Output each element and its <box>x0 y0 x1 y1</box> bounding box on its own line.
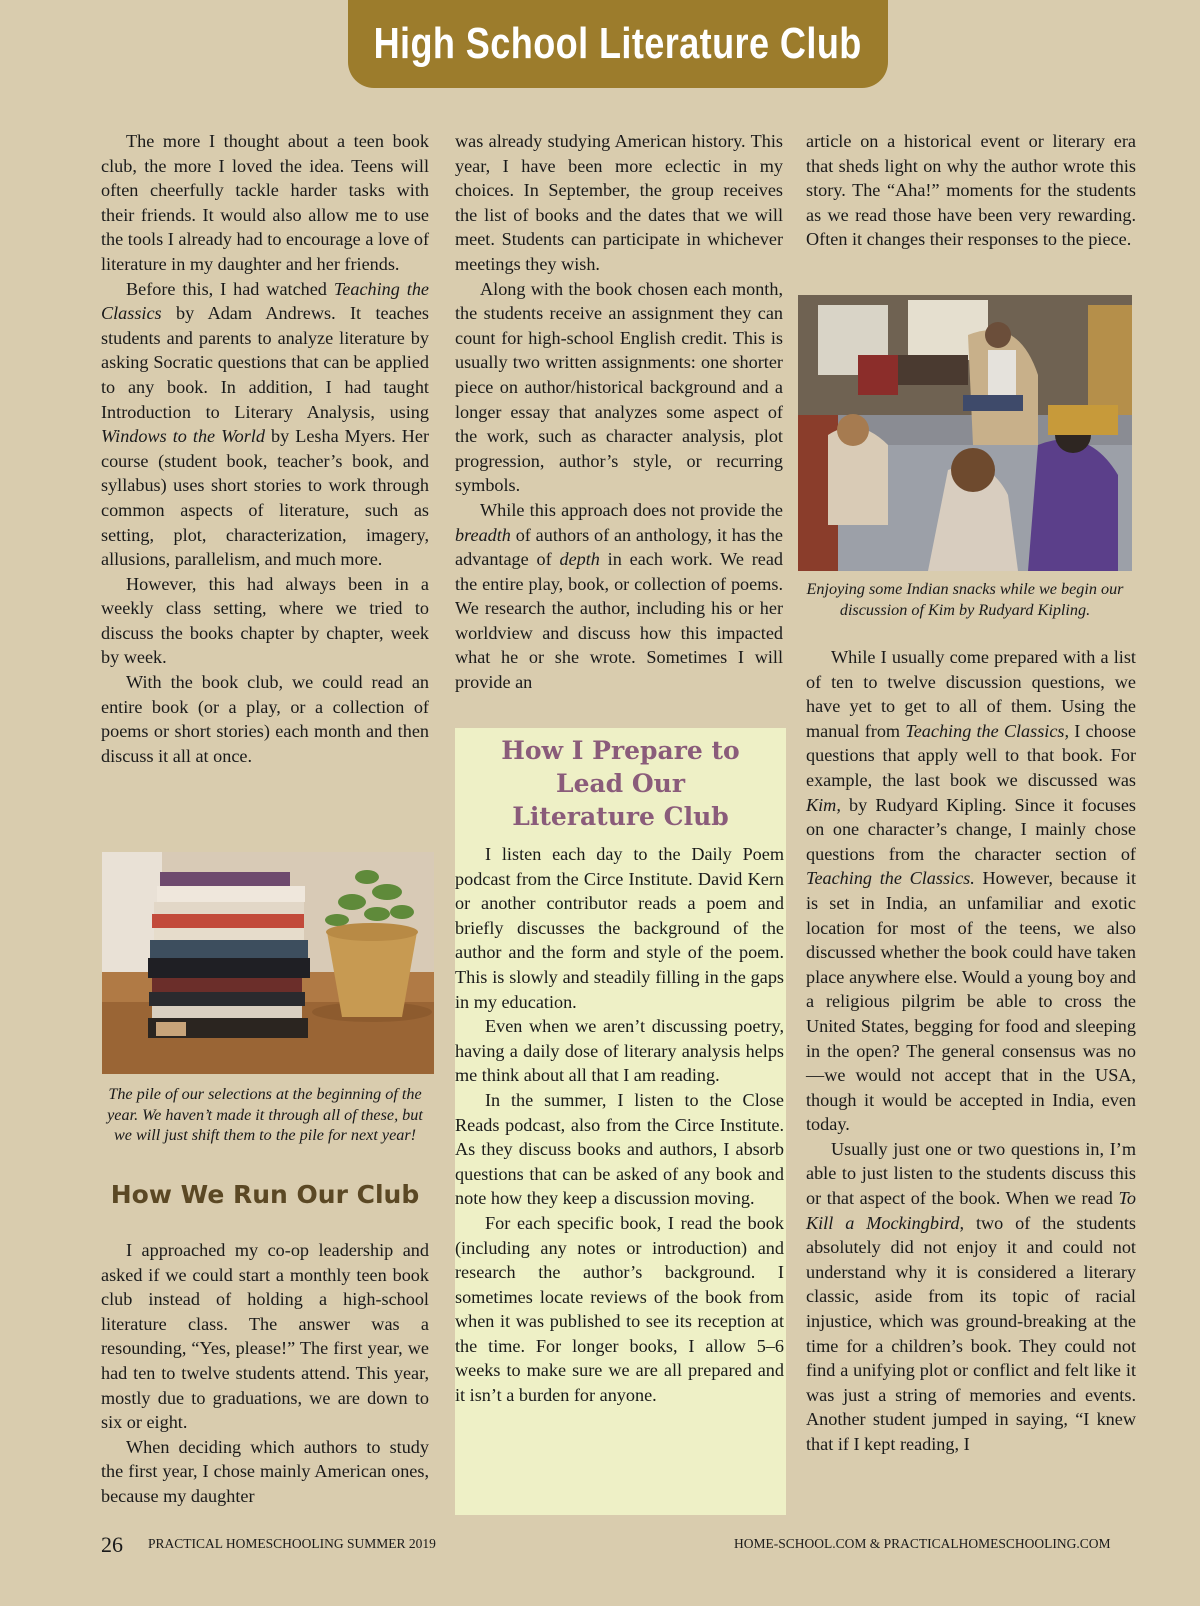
paragraph: Before this, I had watched Teaching the Classics by Adam Andrews. It teaches students and parents to analyze literature by asking Socratic questions that can be applied to any book. In addition, I had taught Introduction to Literary Analysis, using Windows to the World by Lesha Myers. Her course (student book, teacher’s book, and syllabus) uses short stories to work through common aspects of literature, such as setting, plot, characterization, imagery, allusions, parallelism, and much more. <box>101 278 429 570</box>
paragraph: With the book club, we could read an entire book (or a play, or a collection of poems or short stories) each month and then discuss it all at once. <box>101 672 429 766</box>
paragraph: I listen each day to the Daily Poem podcast from the Circe Institute. David Kern or another contributor reads a poem and briefly discusses the background of the author and the form and style of the poem. This is slowly and steadily filling in the gaps in my education. <box>455 844 784 1012</box>
paragraph: I approached my co-op leadership and asked if we could start a monthly teen book club instead of holding a high-school literature class. The answer was a resounding, “Yes, please!” The first year, we had ten to twelve students attend. This year, mostly due to graduations, we are down to six or eight. <box>101 1240 429 1433</box>
section-heading: How We Run Our Club <box>110 1180 420 1209</box>
section-banner <box>348 0 888 88</box>
footer-publication: PRACTICAL HOMESCHOOLING SUMMER 2019 <box>148 1536 436 1551</box>
paragraph: When deciding which authors to study the first year, I chose mainly American ones, because my daughter <box>101 1436 429 1506</box>
paragraph: The more I thought about a teen book club, the more I loved the idea. Teens will often cheerfully tackle harder tasks with their friends. It would also allow me to use the tools I already had to encourage a love of literature in my daughter and her friends. <box>101 131 429 274</box>
paragraph: Along with the book chosen each month, the students receive an assignment they can count for high-school English credit. This is usually two written assignments: one shorter piece on author/historical background and a longer essay that analyzes some aspect of the work, such as character analysis, plot progression, author’s style, or recurring symbols. <box>455 278 783 496</box>
discussion-photo-caption: Enjoying some Indian snacks while we begin our discussion of Kim by Rudyard Kipling. <box>806 580 1124 619</box>
sidebar-title: How I Prepare to Lead Our Literature Club <box>501 736 740 831</box>
paragraph: article on a historical event or literary era that sheds light on why the author wrote this story. The “Aha!” moments for the students as we read those have been very rewarding. Often it changes their responses to the piece. <box>806 131 1136 250</box>
paragraph: was already studying American history. This year, I have been more eclectic in my choices. In September, the group receives the list of books and the dates that we will meet. Students can participate in whichever meetings they wish. <box>455 131 783 274</box>
sidebar-body <box>455 842 784 1408</box>
paragraph: Usually just one or two questions in, I’m able to just listen to the students discuss this or that aspect of the book. When we read To Kill a Mockingbird, two of the students absolutely did not enjoy it and could not understand why it is considered a literary classic, aside from its topic of racial injustice, which was ground-breaking at the time for a children’s book. They could not find a unifying plot or conflict and felt like it was just a string of memories and events. Another student jumped in saying, “I knew that if I kept reading, I <box>806 1138 1136 1454</box>
paragraph: Even when we aren’t discussing poetry, having a daily dose of literary analysis helps me think about all that I am reading. <box>455 1016 784 1086</box>
footer-website: HOME-SCHOOL.COM & PRACTICALHOMESCHOOLING.COM <box>734 1536 1111 1551</box>
article-column-3 <box>806 129 1136 252</box>
book-title: Windows to the World <box>101 426 265 447</box>
book-title: Teaching the Classics <box>101 278 429 324</box>
books-photo-caption: The pile of our selections at the beginning of the year. We haven’t made it through all of these, but we will just shift them to the pile for next year! <box>107 1085 423 1144</box>
paragraph: For each specific book, I read the book (including any notes or introduction) and research the author’s background. I sometimes locate reviews of the book from when it was published to see its reception at the time. For longer books, I allow 5–6 weeks to make sure we are all prepared and it isn’t a burden for anyone. <box>455 1212 784 1406</box>
paragraph: However, this had always been in a weekly class setting, where we tried to discuss the books chapter by chapter, week by week. <box>101 573 429 668</box>
sidebar-box <box>455 728 786 1515</box>
page-number: 26 <box>101 1532 123 1557</box>
banner-title: High School Literature Club <box>373 19 863 68</box>
article-column-1 <box>101 129 429 768</box>
article-column-2 <box>455 129 783 695</box>
paragraph: In the summer, I listen to the Close Reads podcast, also from the Circe Institute. As they discuss books and authors, I absorb questions that can be asked of any book and note how they keep a discussion moving. <box>455 1089 784 1209</box>
paragraph: While I usually come prepared with a list of ten to twelve discussion questions, we have yet to get to all of them. Using the manual from Teaching the Classics, I choose questions that apply well to that book. For example, the last book we discussed was Kim, by Rudyard Kipling. Since it focuses on one character’s change, I mainly chose questions from the character section of Teaching the Classics. However, because it is set in India, an unfamiliar and exotic location for most of the teens, we also discussed whether the book could have taken place anywhere else. Would a young boy and a religious pilgrim be able to cross the United States, begging for food and sleeping in the open? The general consensus was no—we would not accept that in the USA, though it would be accepted in India, even today. <box>806 647 1136 1135</box>
article-column-1-continued <box>101 1238 429 1509</box>
article-column-3-continued <box>806 645 1136 1457</box>
discussion-photo <box>798 295 1132 571</box>
paragraph: While this approach does not provide the breadth of authors of an anthology, it has the advantage of depth in each work. We read the entire play, book, or collection of poems. We research the author, including his or her worldview and discuss how this impacted what he or she wrote. Sometimes I will provide an <box>455 499 783 693</box>
books-photo <box>102 852 434 1074</box>
